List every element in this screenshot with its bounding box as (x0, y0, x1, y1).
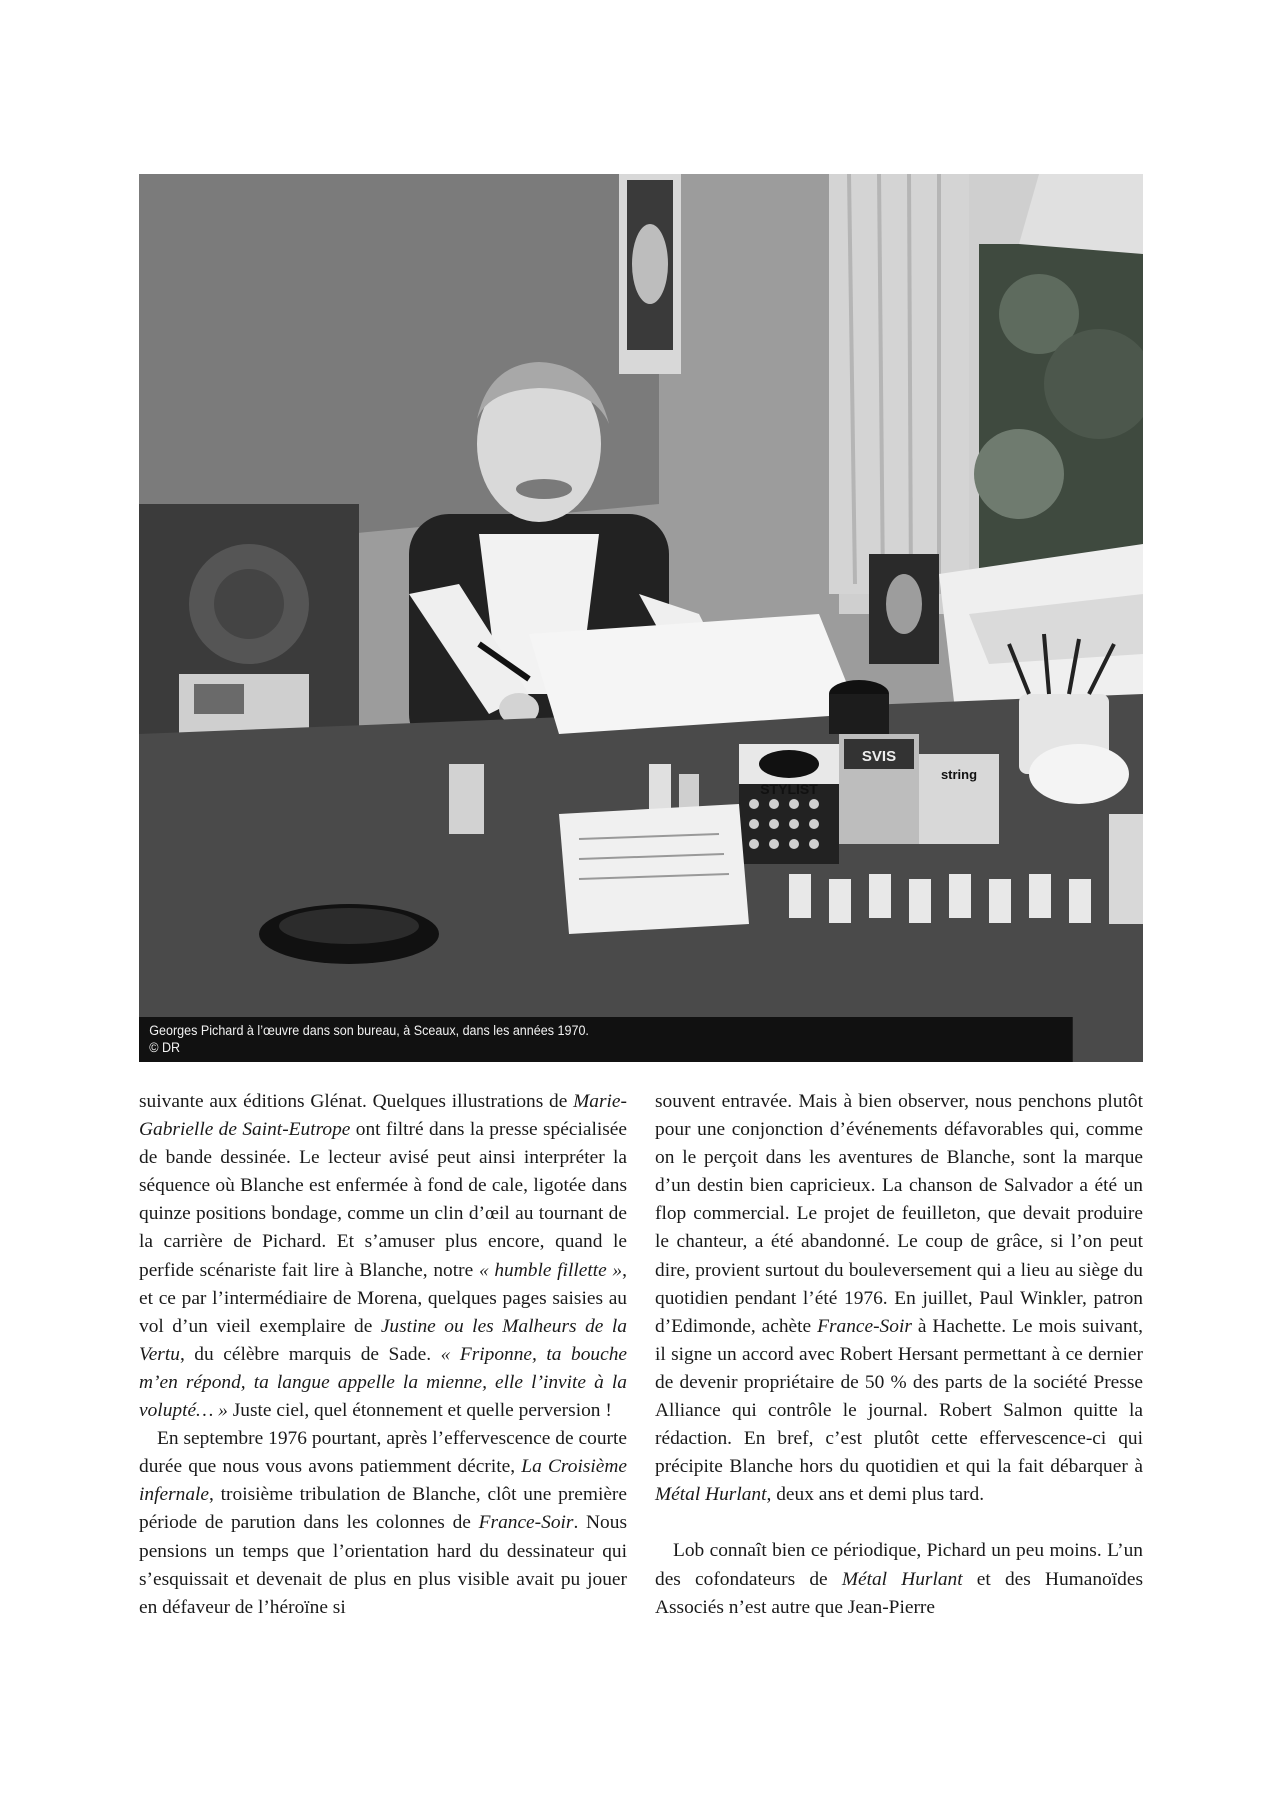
left-column (139, 1088, 627, 1622)
paragraph (139, 1088, 627, 1425)
archival-photo (139, 174, 1143, 1062)
right-column (655, 1088, 1143, 1622)
italic-text: France-Soir (817, 1315, 912, 1337)
italic-text: « Friponne, ta bouche m’en répond, ta langue appelle la mienne, elle l’invite à la volupté… » (139, 1343, 627, 1422)
string-box-label: string (940, 767, 978, 782)
photo-credit: © DR (149, 1040, 181, 1055)
italic-text: « humble fillette » (478, 1259, 623, 1281)
text-run: En septembre 1976 pourtant, après l’effervescence de courte durée que nous vous avons patiemment décrite, (139, 1428, 627, 1478)
photo-caption-bar (139, 1017, 1073, 1062)
italic-text: Métal Hurlant (841, 1568, 963, 1590)
paragraph (139, 1425, 627, 1622)
paragraph (655, 1088, 1143, 1509)
stylist-box-label: STYLIST (760, 781, 818, 797)
paragraph (655, 1537, 1143, 1621)
text-run: Juste ciel, quel étonnement et quelle perversion ! (227, 1400, 612, 1422)
text-run: , et ce par l’intermédiaire de Morena, quelques pages saisies au vol d’un vieil exemplaire de (139, 1259, 627, 1337)
photo-caption: Georges Pichard à l’œuvre dans son bureau, à Sceaux, dans les années 1970. (149, 1023, 589, 1038)
italic-text: France-Soir (478, 1512, 574, 1534)
text-run: et des Humanoïdes Associés n’est autre que Jean-Pierre (655, 1568, 1143, 1618)
text-run: . Nous pensions un temps que l’orientation hard du dessinateur qui s’esquissait et devenait de plus en plus visible avait pu jouer en défaveur de l’héroïne si (139, 1512, 627, 1618)
italic-text: La Croisième infernale (139, 1456, 627, 1506)
text-run: suivante aux éditions Glénat. Quelques illustrations de (139, 1091, 574, 1112)
italic-text: Métal Hurlant (655, 1484, 767, 1506)
text-run: à Hachette. Le mois suivant, il signe un accord avec Robert Hersant permettant à ce dernier de devenir propriétaire de 50 % des parts de la société Presse Alliance qui contrôle le journal. Robert Salmon quitte la rédaction. En bref, c’est plutôt cette effervescence-ci qui précipite Blanche hors du quotidien et qui la fait débarquer à (655, 1315, 1143, 1478)
svis-box-label: SVIS (861, 748, 897, 765)
text-run: ont filtré dans la presse spécialisée de bande dessinée. Le lecteur avisé peut ainsi interpréter la séquence où Blanche est enfermée à fond de cale, ligotée dans quinze positions bondage, comme un clin d’œil au tournant de la carrière de Pichard. Et s’amuser plus encore, quand le perfide scénariste fait lire à Blanche, notre (139, 1119, 627, 1281)
text-run: , deux ans et demi plus tard. (766, 1484, 985, 1506)
photo-illustration (139, 174, 1143, 1062)
text-run: Lob connaît bien ce périodique, Pichard un peu moins. L’un des cofondateurs de (655, 1540, 1143, 1590)
text-run: , troisième tribulation de Blanche, clôt une première période de parution dans les colonnes de (139, 1484, 627, 1534)
text-run: souvent entravée. Mais à bien observer, nous penchons plutôt pour une conjonction d’événements défavorables qui, comme on le perçoit dans les aventures de Blanche, sont la marque d’un destin bien capricieux. La chanson de Salvador a été un flop commercial. Le projet de feuilleton, que devait produire le chanteur, a été abandonné. Le coup de grâce, si l’on peut dire, provient surtout du bouleversement qui a lieu au siège du quotidien pendant l’été 1976. En juillet, Paul Winkler, patron d’Edimonde, achète (655, 1091, 1143, 1337)
italic-text: Marie-Gabrielle de Saint-Eutrope (139, 1091, 627, 1141)
body-text (139, 1088, 1143, 1622)
text-run: , du célèbre marquis de Sade. (179, 1343, 441, 1365)
italic-text: Justine ou les Malheurs de la Vertu (139, 1315, 627, 1365)
